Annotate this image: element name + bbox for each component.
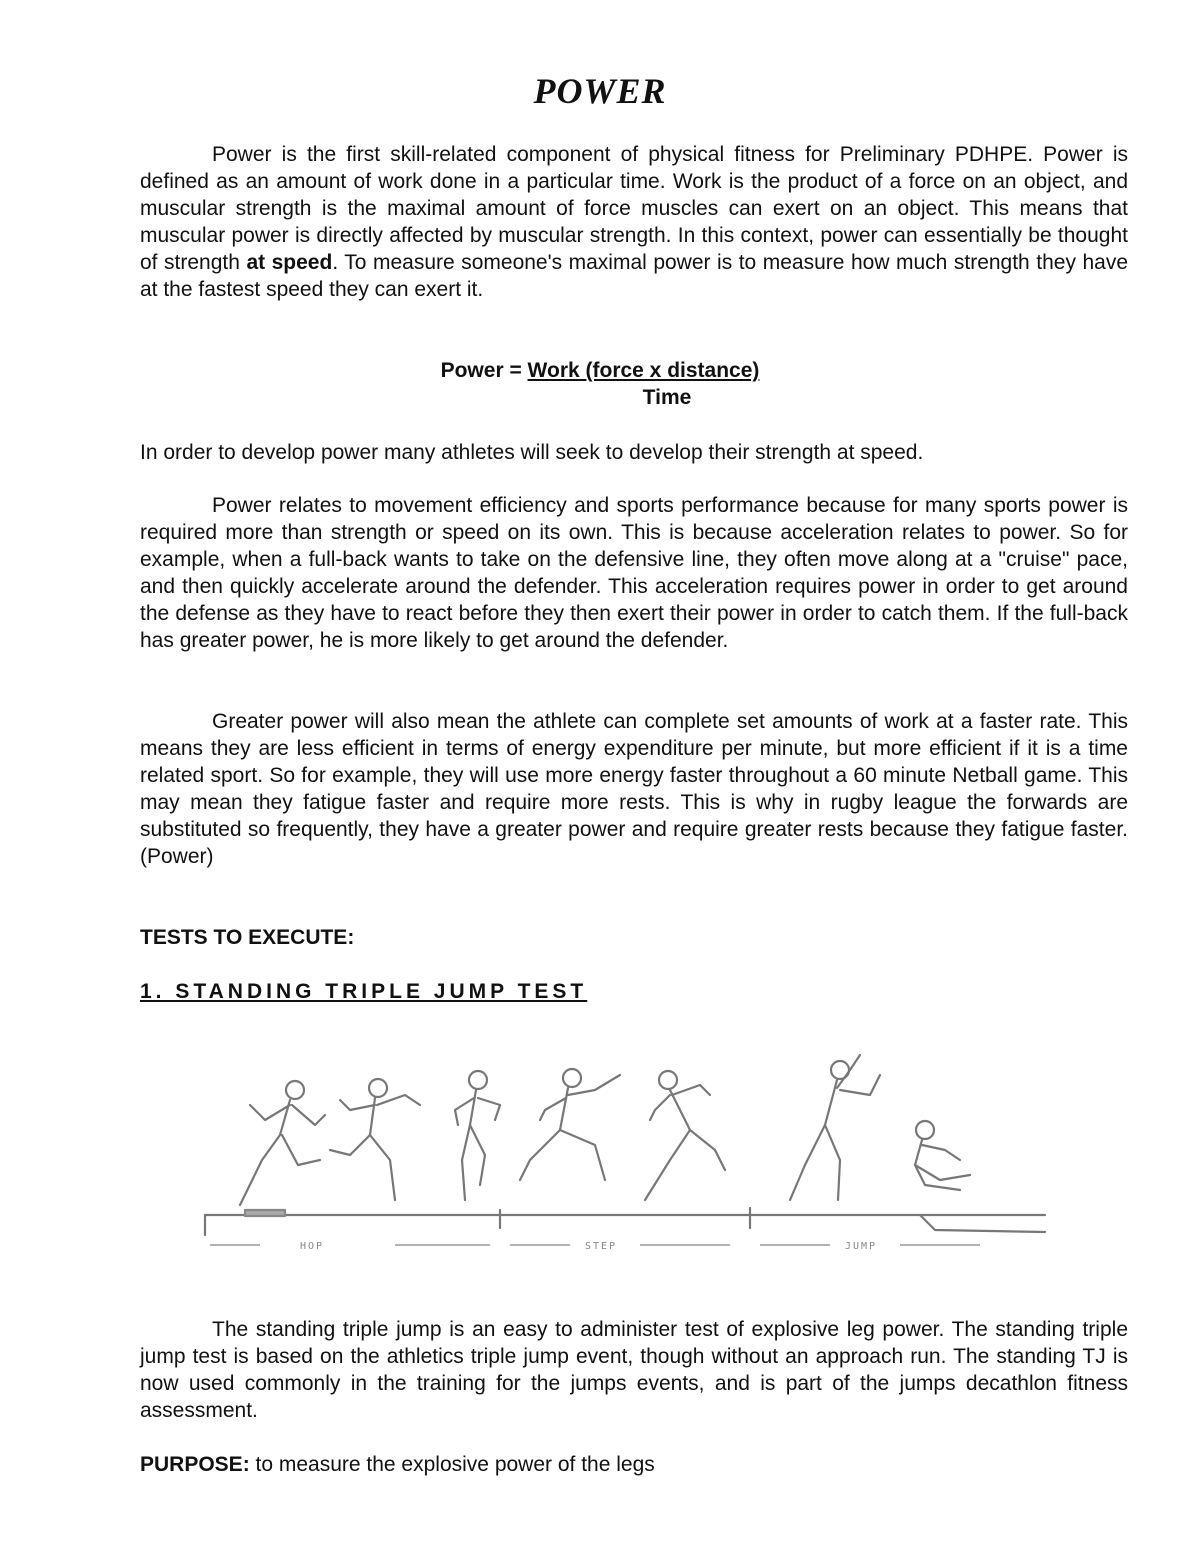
formula-denominator: Time <box>642 386 692 409</box>
athlete-figure-5 <box>645 1071 725 1200</box>
power-formula <box>0 357 1200 384</box>
formula-lhs: Power = <box>440 359 528 382</box>
greater-power-paragraph: Greater power will also mean the athlete can complete set amounts of work at a faster rate. This means they are less efficient in terms of energy expenditure per minute, but more efficient if it is a time related sport. So for example, they will use more energy faster throughout a 60 minute Netball game. This may mean they fatigue faster and require more rests. This is why in rugby league the forwards are substituted so frequently, they have a greater power and require greater rests because they fatigue faster. (Power) <box>140 710 1128 868</box>
intro-paragraph <box>140 141 1128 303</box>
hop-label: HOP <box>300 1241 325 1252</box>
step-label: STEP <box>585 1241 618 1252</box>
jump-label: JUMP <box>845 1241 878 1252</box>
purpose-line <box>140 1451 1128 1478</box>
tests-heading: TESTS TO EXECUTE: <box>140 926 355 949</box>
test1-description: The standing triple jump is an easy to administer test of explosive leg power. The standing triple jump test is based on the athletics triple jump event, though without an approach run. The standing TJ is now used commonly in the training for the jumps events, and is part of the jumps decathlon fitness assessment. <box>140 1318 1128 1422</box>
intro-text-start: Power is the first skill-related component of physical fitness for Preliminary PDHPE. Power is defined as an amount of work done in a particular time. Work is the product of a force on an object, and muscular strength is the maximal amount of force muscles can exert on an object. This means that muscular power is directly affected by muscular strength. In this context, power can essentially be thought of strength <box>140 143 1128 274</box>
takeoff-board <box>245 1210 285 1216</box>
relates-paragraph: Power relates to movement efficiency and sports performance because for many sports power is required more than strength or speed on its own. This is because acceleration relates to power. So for example, when a full-back wants to take on the defensive line, they often move along at a "cruise" pace, and then quickly accelerate around the defender. This acceleration requires power in order to get around the defense as they have to react before they then exert their power in order to catch them. If the full-back has greater power, he is more likely to get around the defender. <box>140 494 1128 652</box>
purpose-text: to measure the explosive power of the legs <box>249 1453 655 1476</box>
formula-numerator: Work (force x distance) <box>527 359 760 382</box>
develop-paragraph: In order to develop power many athletes will seek to develop their strength at speed. <box>140 441 924 464</box>
page-title: POWER <box>533 71 667 111</box>
athlete-figure-1 <box>240 1081 325 1205</box>
athlete-figure-2 <box>330 1079 420 1200</box>
purpose-label: PURPOSE: <box>140 1453 250 1476</box>
athlete-figure-4 <box>520 1069 620 1180</box>
intro-text-end: . To measure someone's maximal power is to measure how much strength they have at the fastest speed they can exert it. <box>140 251 1128 301</box>
athlete-figure-7 <box>915 1121 970 1190</box>
intro-bold-phrase: at speed <box>246 251 333 274</box>
triple-jump-illustration <box>200 1050 1050 1300</box>
landing-pit <box>920 1215 1045 1232</box>
test1-heading: 1. STANDING TRIPLE JUMP TEST <box>140 980 588 1003</box>
athlete-figure-3 <box>455 1071 500 1200</box>
athlete-figure-6 <box>790 1055 880 1200</box>
